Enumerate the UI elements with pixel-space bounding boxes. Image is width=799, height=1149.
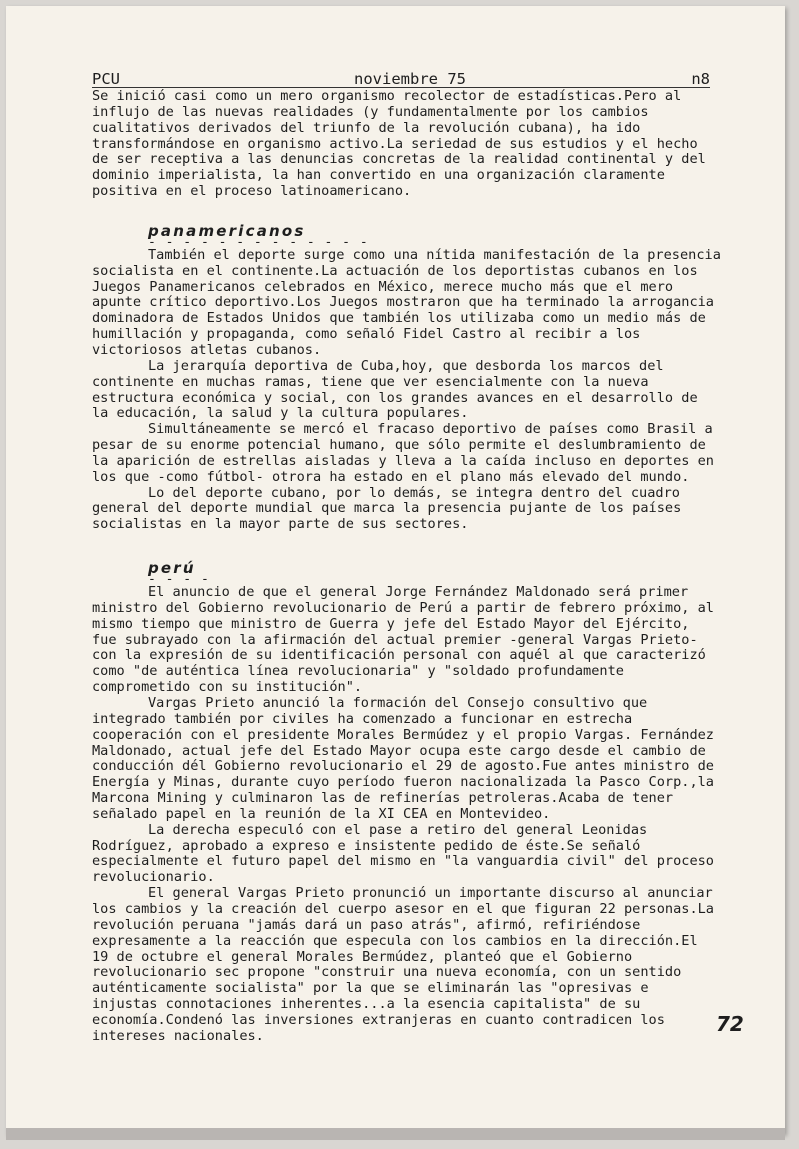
panamericanos-paragraph: También el deporte surge como una nítida manifestación de la presencia socialista en el continente.La actuación de los deportistas cubanos en los Juegos Panamericanos celebrados en México, merece mucho más que el mero apunte crítico deportivo.Los Juegos mostraron que ha terminado la arrogancia dominadora de Estados Unidos que también los utilizaba como un medio más de humillación y propaganda, como señaló Fidel Castro al recibir a los victoriosos atletas cubanos.	[92, 246, 721, 358]
peru-paragraph: El anuncio de que el general Jorge Fernández Maldonado será primer ministro del Gobierno revolucionario de Perú a partir de febrero próximo, al mismo tiempo que ministro de Guerra y jefe del Estado Mayor del Ejército, fue subrayado con la afirmación del actual premier -general Vargas Prieto- con la expresión de su identificación personal con aquél al que caracterizó como "de auténtica línea revolucionaria" y "soldado profundamente comprometido con su institución".	[92, 584, 714, 696]
page-number: 72	[716, 1012, 744, 1036]
peru-paragraph: Vargas Prieto anunció la formación del Consejo consultivo que integrado también por civiles ha comenzado a funcionar en estrecha cooperación con el presidente Morales Bermúdez y el propio Vargas. Fernández Maldonado, actual jefe del Estado Mayor ocupa este cargo desde el cambio de conducción dél Gobierno revolucionario el 29 de agosto.Fue antes ministro de Energía y Minas, durante cuyo período fueron nacionalizada la Pasco Corp.,la Marcona Mining y culminaron las de refinerías petroleras.Acaba de tener señalado papel en la reunión de la XI CEA en Montevideo.	[92, 695, 714, 822]
panamericanos-paragraph: La jerarquía deportiva de Cuba,hoy, que desborda los marcos del continente en muchas ramas, tiene que ver esencialmente con la nueva estructura económica y social, con los grandes avances en el desarrollo de la educación, la salud y la cultura populares.	[92, 357, 698, 422]
peru-paragraph: El general Vargas Prieto pronunció un importante discurso al anunciar los cambios y la creación del cuerpo asesor en el que figuran 22 personas.La revolución peruana "jamás dará un paso atrás", afirmó, refiriéndose expresamente a la reacción que especula con los cambios en la dirección.El 19 de octubre el general Morales Bermúdez, planteó que el Gobierno revolucionario sec propone "construir una nueva economía, con un sentido auténticamente socialista" por la que se eliminarán las "opresivas e injustas connotaciones inherentes...a la esencia capitalista" de su economía.Condenó las inversiones extranjeras en cuanto contradicen los intereses nacionales.	[92, 885, 714, 1044]
section-title-panamericanos: panamericanos	[148, 221, 306, 240]
peru-paragraph: La derecha especuló con el pase a retiro del general Leonidas Rodríguez, aprobado a expreso e insistente pedido de éste.Se señaló especialmente el futuro papel del mismo en "la vanguardia civil" del proceso revolucionario.	[92, 821, 714, 886]
page-bottom-band	[6, 1128, 785, 1140]
panamericanos-paragraph: Lo del deporte cubano, por lo demás, se integra dentro del cuadro general del deporte mundial que marca la presencia pujante de los países socialistas en la mayor parte de sus sectores.	[92, 484, 682, 533]
section-underline: - - - -	[148, 577, 210, 586]
page-content	[92, 89, 722, 1045]
page-header	[92, 70, 710, 88]
panamericanos-paragraph: Simultáneamente se mercó el fracaso deportivo de países como Brasil a pesar de su enorme potencial humano, que sólo permite el deslumbramiento de la aparición de estrellas aisladas y lleva a la caída incluso en deportes en los que -como fútbol- otrora ha estado en el plano más elevado del mundo.	[92, 421, 714, 485]
header-date: noviembre 75	[354, 70, 466, 88]
intro-paragraph: Se inició casi como un mero organismo recolector de estadísticas.Pero al influjo de las nuevas realidades (y fundamentalmente por los cambios cualitativos derivados del triunfo de la revolución cubana), ha ido transformándose en organismo activo.La seriedad de sus estudios y el hecho de ser receptiva a las denuncias concretas de la realidad continental y del dominio imperialista, la han convertido en una organización claramente positiva en el proceso latinoamericano.	[92, 88, 706, 200]
header-issue-number: n8	[691, 70, 710, 88]
section-underline: - - - - - - - - - - - - -	[148, 239, 369, 248]
header-publication: PCU	[92, 70, 120, 88]
section-title-peru: perú	[148, 559, 196, 578]
